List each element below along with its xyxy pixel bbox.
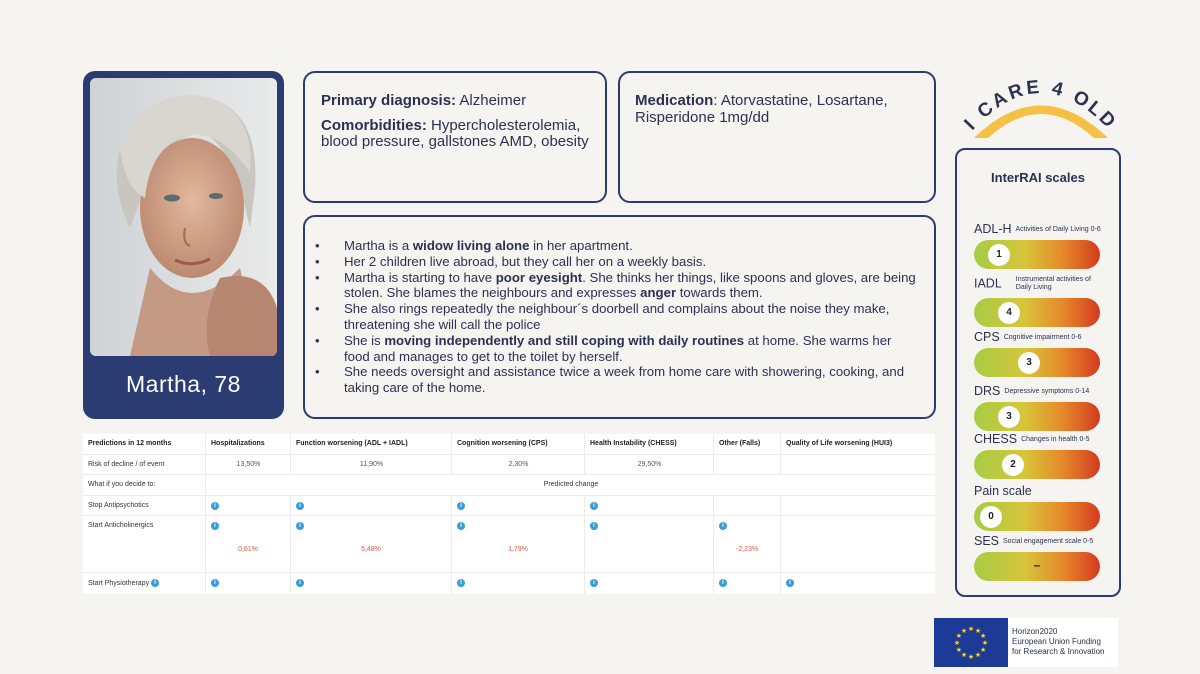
- scale-item: [974, 330, 1119, 368]
- eu-flag-icon: [934, 618, 1008, 667]
- patient-story-box: [303, 215, 936, 419]
- empty-cell: [780, 496, 935, 515]
- table-header: Quality of Life worsening (HUI3): [780, 434, 935, 454]
- table-row: [83, 573, 935, 594]
- medication-box: [618, 71, 936, 203]
- scale-description: Social engagement scale 0-5: [1003, 537, 1094, 545]
- table-row: [83, 516, 935, 573]
- info-icon[interactable]: i: [457, 522, 465, 530]
- eu-funding-text: [1012, 627, 1105, 657]
- medication-value: : Atorvastatine, Losartane, Risperidone 1mg/dd: [635, 92, 888, 126]
- eu-star-icon: ★: [979, 633, 987, 640]
- table-row: [83, 475, 935, 496]
- primary-diagnosis-label: Primary diagnosis:: [321, 92, 457, 109]
- scale-value-marker: 0: [980, 506, 1002, 528]
- predicted-change-value: 1,79%: [508, 546, 528, 553]
- story-item: • She is moving independently and still coping with daily routines at home. She warms her food and manages to get to the toilet by herself.: [313, 333, 916, 365]
- info-icon[interactable]: i: [590, 579, 598, 587]
- eu-line: Horizon2020: [1012, 627, 1058, 636]
- info-icon[interactable]: i: [296, 522, 304, 530]
- table-header: Predictions in 12 months: [88, 440, 172, 447]
- scale-label: DRS: [974, 384, 1001, 398]
- info-icon[interactable]: i: [590, 522, 598, 530]
- empty-cell: [780, 516, 935, 572]
- scale-description: Activities of Daily Living 0-6: [1015, 225, 1101, 233]
- eu-star-icon: ★: [974, 652, 982, 660]
- scale-item: [974, 484, 1119, 522]
- scale-item: [974, 384, 1119, 422]
- scale-label: Pain scale: [974, 484, 1032, 498]
- scale-value-marker: 3: [998, 406, 1020, 428]
- story-item: • Her 2 children live abroad, but they call her on a weekly basis.: [313, 254, 916, 270]
- eu-funding-badge: [934, 618, 1118, 667]
- eu-star-icon: ★: [960, 652, 968, 660]
- predicted-change-value: 0,61%: [238, 546, 258, 553]
- scale-value-marker: 1: [988, 244, 1010, 266]
- scale-value-marker: 2: [1002, 454, 1024, 476]
- scale-gradient-bar: [974, 552, 1100, 581]
- info-icon[interactable]: i: [457, 579, 465, 587]
- empty-cell: [780, 455, 935, 474]
- scale-label: CHESS: [974, 432, 1018, 446]
- table-header-row: [83, 434, 935, 455]
- scale-description: Cognitive impairment 0-6: [1003, 333, 1082, 341]
- scale-gradient-bar: [974, 402, 1100, 431]
- info-icon[interactable]: i: [719, 522, 727, 530]
- info-icon[interactable]: i: [296, 502, 304, 510]
- table-row: [83, 455, 935, 475]
- scale-item: [974, 222, 1119, 260]
- story-item: • Martha is starting to have poor eyesight. She thinks her things, like spoons and gloves, are being stolen. She blames the neighbours and expresses anger towards them.: [313, 270, 916, 302]
- scale-gradient-bar: [974, 348, 1100, 377]
- empty-cell: [713, 496, 780, 515]
- story-item: • Martha is a widow living alone in her apartment.: [313, 238, 916, 254]
- predictions-table: [83, 434, 935, 594]
- info-icon[interactable]: i: [211, 522, 219, 530]
- svg-text:I CARE 4 OLD: [961, 77, 1122, 135]
- eu-star-icon: ★: [981, 640, 989, 647]
- table-header: Cognition worsening (CPS): [451, 434, 584, 454]
- predicted-change-value: 5,48%: [361, 546, 381, 553]
- diagnosis-box: [303, 71, 607, 203]
- eu-star-icon: ★: [955, 633, 963, 640]
- info-icon[interactable]: i: [296, 579, 304, 587]
- story-item: • She needs oversight and assistance twice a week from home care with showering, cooking, and taking care of the home.: [313, 364, 916, 396]
- scale-label: IADL: [974, 276, 1002, 291]
- row-label: Stop Antipsychotics: [88, 502, 149, 509]
- row-label: Risk of decline / of event: [88, 461, 165, 468]
- row-label-text: Start Physiotherapy: [88, 579, 150, 587]
- eu-star-icon: ★: [967, 654, 975, 661]
- scale-description: Instrumental activities of Daily Living: [1015, 276, 1091, 291]
- scale-name: [974, 534, 1119, 548]
- primary-diagnosis-value: Alzheimer: [456, 92, 527, 109]
- scales-title: InterRAI scales: [991, 170, 1085, 185]
- eu-star-icon: ★: [953, 640, 961, 647]
- scale-label: CPS: [974, 330, 1000, 344]
- scale-gradient-bar: [974, 502, 1100, 531]
- eu-line: European Union Funding: [1012, 637, 1101, 646]
- scale-value-marker: 4: [998, 302, 1020, 324]
- scale-name: [974, 222, 1119, 236]
- eu-star-icon: ★: [979, 647, 987, 654]
- row-label: [83, 573, 205, 594]
- table-header: Other (Falls): [713, 434, 780, 454]
- table-header: Hospitalizations: [205, 434, 290, 454]
- scale-item: [974, 432, 1119, 470]
- predicted-change-label: Predicted change: [205, 475, 935, 495]
- eu-star-icon: ★: [974, 627, 982, 635]
- interrai-scales-panel: [955, 148, 1121, 597]
- scale-label: SES: [974, 534, 1000, 548]
- scale-name: [974, 384, 1119, 398]
- info-icon[interactable]: i: [151, 579, 159, 587]
- row-label: Start Anticholinergics: [88, 522, 154, 529]
- table-row: [83, 496, 935, 516]
- scale-gradient-bar: [974, 240, 1100, 269]
- scale-name: [974, 484, 1119, 498]
- info-icon[interactable]: i: [786, 579, 794, 587]
- risk-value: 2,30%: [451, 455, 584, 474]
- table-header: Function worsening (ADL + IADL): [290, 434, 451, 454]
- scale-item: [974, 534, 1119, 572]
- empty-cell: [713, 455, 780, 474]
- i-care-4-old-logo: [952, 58, 1130, 144]
- info-icon[interactable]: i: [719, 579, 727, 587]
- risk-value: 29,50%: [584, 455, 713, 474]
- risk-value: 13,50%: [205, 455, 290, 474]
- risk-value: 11,90%: [290, 455, 451, 474]
- scale-label: ADL-H: [974, 222, 1012, 236]
- scale-description: Depressive symptoms 0-14: [1004, 387, 1090, 395]
- patient-photo: [90, 78, 277, 356]
- info-icon[interactable]: i: [590, 502, 598, 510]
- logo-text: I CARE 4 OLD: [960, 76, 1122, 135]
- info-icon[interactable]: i: [211, 579, 219, 587]
- comorbidities-value: Hypercholesterolemia, blood pressure, gallstones AMD, obesity: [321, 116, 589, 150]
- scale-description: Changes in health 0-5: [1021, 435, 1090, 443]
- info-icon[interactable]: i: [457, 502, 465, 510]
- medication-label: Medication: [635, 92, 714, 109]
- comorbidities-label: Comorbidities:: [321, 116, 427, 134]
- scale-gradient-bar: [974, 450, 1100, 479]
- scale-gradient-bar: [974, 298, 1100, 327]
- scale-name: [974, 330, 1119, 344]
- patient-name: Martha, 78: [126, 371, 241, 397]
- info-icon[interactable]: i: [211, 502, 219, 510]
- story-list: [313, 238, 916, 396]
- patient-card: [83, 71, 284, 419]
- predicted-change-value: -2,23%: [735, 546, 759, 553]
- scale-value-marker: 3: [1018, 352, 1040, 374]
- scale-item: [974, 276, 1119, 318]
- eu-star-icon: ★: [960, 627, 968, 635]
- comorbidities: [321, 118, 589, 151]
- eu-star-icon: ★: [967, 626, 975, 633]
- story-item: • She also rings repeatedly the neighbour´s doorbell and complains about the noise they make, threatening she will call the police: [313, 301, 916, 333]
- scale-name: [974, 276, 1119, 292]
- eu-star-icon: ★: [955, 647, 963, 654]
- eu-line: for Research & Innovation: [1012, 647, 1105, 656]
- primary-diagnosis: [321, 93, 589, 110]
- scale-value: –: [1033, 558, 1041, 572]
- row-label: What if you decide to:: [88, 481, 156, 488]
- table-header: Health Instability (CHESS): [584, 434, 713, 454]
- scale-name: [974, 432, 1119, 446]
